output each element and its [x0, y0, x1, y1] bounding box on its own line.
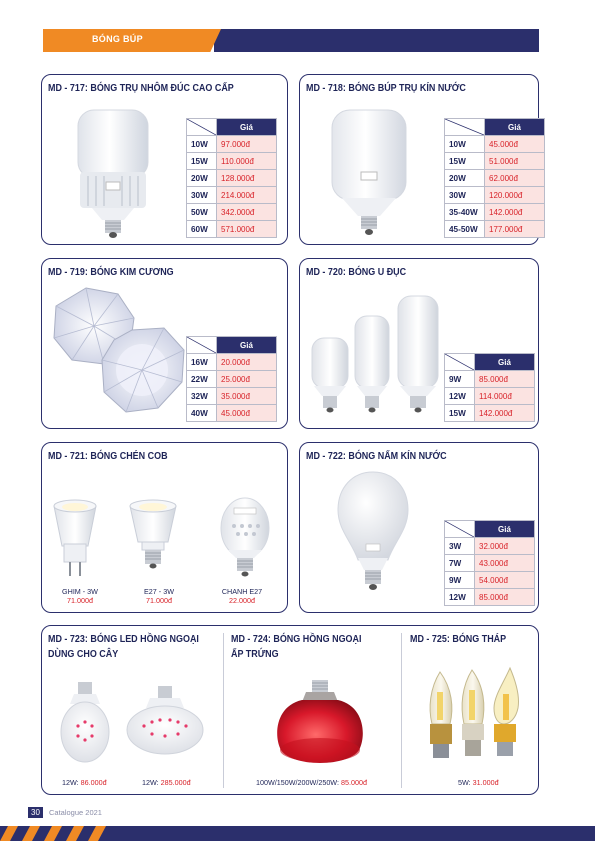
product-title-md717: MD - 717: BÓNG TRỤ NHÔM ĐÚC CAO CẤP: [48, 83, 234, 94]
item-name: 100W/150W/200W/250W:: [256, 778, 339, 787]
wattage-cell: 15W: [445, 405, 475, 422]
wattage-cell: 30W: [445, 187, 485, 204]
price-header: Giá: [485, 119, 545, 136]
item-price: 31.000đ: [472, 778, 499, 787]
wattage-cell: 10W: [445, 136, 485, 153]
item-caption-md723-a: [62, 778, 107, 787]
candle-tower-bulbs-image: [424, 668, 528, 776]
price-cell: 43.000đ: [475, 555, 535, 572]
title-line: DÙNG CHO CÂY: [48, 649, 119, 660]
title-line: MD - 723: BÓNG LED HỒNG NGOẠI: [48, 634, 199, 645]
wattage-cell: 15W: [445, 153, 485, 170]
item-caption-md721-ghim: [52, 587, 108, 605]
wattage-cell: 60W: [187, 221, 217, 238]
infrared-incubator-bulb-image: [272, 676, 368, 772]
diamond-bulb-image: [46, 284, 186, 422]
header-navy-band: [214, 29, 539, 52]
price-table-md722: [444, 520, 535, 606]
item-price: 85.000đ: [340, 778, 367, 787]
item-name: 12W:: [62, 778, 79, 787]
page-number: 30: [28, 807, 43, 818]
column-divider: [401, 633, 402, 788]
price-header: Giá: [217, 119, 277, 136]
product-title-md722: MD - 722: BÓNG NẤM KÍN NƯỚC: [306, 451, 447, 462]
wattage-cell: 12W: [445, 388, 475, 405]
aluminum-column-bulb-image: [70, 108, 156, 240]
price-cell: 571.000đ: [217, 221, 277, 238]
price-cell: 45.000đ: [485, 136, 545, 153]
item-price: 285.000đ: [160, 778, 191, 787]
table-corner-cell: [445, 521, 475, 538]
wattage-cell: 7W: [445, 555, 475, 572]
price-cell: 342.000đ: [217, 204, 277, 221]
footer-stripes: [0, 826, 120, 841]
price-cell: 32.000đ: [475, 538, 535, 555]
item-name: E27 - 3W: [144, 587, 174, 596]
price-table-md718: [444, 118, 545, 238]
price-cell: 97.000đ: [217, 136, 277, 153]
wattage-cell: 9W: [445, 572, 475, 589]
price-cell: 128.000đ: [217, 170, 277, 187]
wattage-cell: 40W: [187, 405, 217, 422]
price-table-md720: [444, 353, 535, 422]
item-price: 22.000đ: [229, 596, 255, 605]
item-name: 5W:: [458, 778, 471, 787]
item-caption-md725: [458, 778, 499, 787]
price-header: Giá: [475, 521, 535, 538]
price-cell: 142.000đ: [485, 204, 545, 221]
price-cell: 214.000đ: [217, 187, 277, 204]
wattage-cell: 9W: [445, 371, 475, 388]
price-cell: 25.000đ: [217, 371, 277, 388]
price-cell: 120.000đ: [485, 187, 545, 204]
item-caption-md721-chanh: [214, 587, 270, 605]
item-caption-md724: [256, 778, 367, 787]
cob-cup-bulbs-image: [50, 496, 275, 581]
price-cell: 177.000đ: [485, 221, 545, 238]
section-title: BÓNG BÚP: [92, 34, 143, 44]
price-table-md719: [186, 336, 277, 422]
wattage-cell: 35-40W: [445, 204, 485, 221]
price-table-md717: [186, 118, 277, 238]
waterproof-mushroom-bulb-image: [336, 470, 410, 602]
product-title-md725: MD - 725: BÓNG THÁP: [410, 634, 507, 645]
item-name: 12W:: [142, 778, 159, 787]
table-corner-cell: [187, 337, 217, 354]
wattage-cell: 45-50W: [445, 221, 485, 238]
wattage-cell: 22W: [187, 371, 217, 388]
price-cell: 114.000đ: [475, 388, 535, 405]
product-title-md718: MD - 718: BÓNG BÚP TRỤ KÍN NƯỚC: [306, 83, 466, 94]
catalogue-label: Catalogue 2021: [49, 808, 102, 817]
wattage-cell: 30W: [187, 187, 217, 204]
product-title-md723: [48, 632, 199, 662]
item-price: 71.000đ: [67, 596, 93, 605]
price-cell: 110.000đ: [217, 153, 277, 170]
table-corner-cell: [187, 119, 217, 136]
wattage-cell: 32W: [187, 388, 217, 405]
wattage-cell: 16W: [187, 354, 217, 371]
price-cell: 85.000đ: [475, 589, 535, 606]
item-price: 71.000đ: [146, 596, 172, 605]
product-title-md721: MD - 721: BÓNG CHÉN COB: [48, 451, 168, 462]
wattage-cell: 10W: [187, 136, 217, 153]
price-cell: 45.000đ: [217, 405, 277, 422]
price-header: Giá: [217, 337, 277, 354]
table-corner-cell: [445, 119, 485, 136]
product-title-md720: MD - 720: BÓNG U ĐỤC: [306, 267, 407, 278]
column-divider: [223, 633, 224, 788]
title-line: MD - 724: BÓNG HỒNG NGOẠI: [231, 634, 362, 645]
item-caption-md723-b: [142, 778, 191, 787]
price-cell: 51.000đ: [485, 153, 545, 170]
wattage-cell: 3W: [445, 538, 475, 555]
infrared-plant-bulbs-image: [54, 678, 214, 768]
price-cell: 35.000đ: [217, 388, 277, 405]
wattage-cell: 12W: [445, 589, 475, 606]
price-cell: 142.000đ: [475, 405, 535, 422]
title-line: ẤP TRỨNG: [231, 649, 279, 660]
product-title-md724: [231, 632, 362, 662]
price-cell: 85.000đ: [475, 371, 535, 388]
opaque-u-bulbs-image: [308, 294, 442, 420]
price-header: Giá: [475, 354, 535, 371]
wattage-cell: 15W: [187, 153, 217, 170]
waterproof-column-bulb-image: [328, 108, 410, 240]
wattage-cell: 20W: [187, 170, 217, 187]
item-name: GHIM - 3W: [62, 587, 98, 596]
item-caption-md721-e27: [131, 587, 187, 605]
item-price: 86.000đ: [80, 778, 107, 787]
price-cell: 62.000đ: [485, 170, 545, 187]
price-cell: 20.000đ: [217, 354, 277, 371]
table-corner-cell: [445, 354, 475, 371]
wattage-cell: 20W: [445, 170, 485, 187]
price-cell: 54.000đ: [475, 572, 535, 589]
item-name: CHANH E27: [221, 587, 263, 596]
wattage-cell: 50W: [187, 204, 217, 221]
product-title-md719: MD - 719: BÓNG KIM CƯƠNG: [48, 267, 174, 278]
